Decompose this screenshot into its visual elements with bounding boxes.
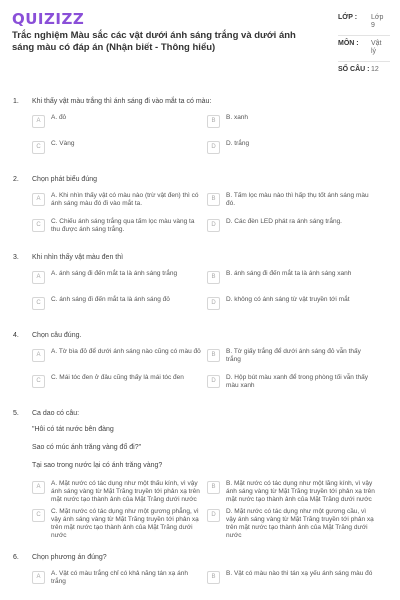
meta-class: LỚP : Lớp 9 (338, 12, 390, 38)
quizizz-logo: QUIZIZZ (12, 10, 85, 28)
option-d[interactable]: D D. Hộp bút màu xanh để trong phòng tối vẫn thấy màu xanh (207, 374, 382, 396)
option-a[interactable]: A A. Vật có màu trắng chỉ có khả năng tán xạ ánh trắng (32, 570, 207, 592)
question-text: Khi thấy vật màu trắng thì ánh sáng đi vào mắt ta có màu: (32, 98, 212, 105)
question-text: Chọn phương án đúng? (32, 554, 107, 561)
question-list (0, 92, 400, 600)
question-quote: Sao có múc ánh trăng vàng đổ đi?" (32, 444, 142, 451)
question-text: Chọn câu đúng. (32, 332, 82, 339)
question (0, 248, 400, 318)
option-c[interactable]: C C. ánh sáng đi đến mắt ta là ánh sáng đỏ (32, 296, 207, 318)
option-c[interactable]: C C. Mái tóc đen ở đâu cũng thấy là mái tóc đen (32, 374, 207, 396)
question (0, 548, 400, 592)
meta-subject: MÔN : Vật lý (338, 38, 390, 64)
question-text: Khi nhìn thấy vật màu đen thì (32, 254, 124, 261)
question-number: 6. (13, 554, 19, 561)
option-a[interactable]: A A. Tờ bìa đỏ để dưới ánh sáng nào cũng có màu đỏ (32, 348, 207, 370)
option-a[interactable]: A A. Mặt nước có tác dụng như một thấu kính, vì vậy ánh sáng vàng từ Mặt Trăng truyền tới phản xạ trên mặt nước tạo thành ảnh của Mặt Trăng dưới nước (32, 480, 207, 504)
question-text: Ca dao có câu: (32, 410, 80, 417)
option-c[interactable]: C C. Vàng (32, 140, 207, 162)
question-number: 5. (13, 410, 19, 417)
option-b[interactable]: B B. ánh sáng đi đến mắt ta là ánh sáng xanh (207, 270, 382, 292)
option-b[interactable]: B B. Tấm lọc màu nào thì hấp thụ tốt ánh sáng màu đó. (207, 192, 382, 214)
option-b[interactable]: B B. Vật có màu nào thì tán xạ yếu ánh sáng màu đó (207, 570, 382, 592)
option-a[interactable]: A A. ánh sáng đi đến mắt ta là ánh sáng trắng (32, 270, 207, 292)
option-a[interactable]: A A. đỏ (32, 114, 207, 136)
option-d[interactable]: D D. Mặt nước có tác dụng như một gương cầu, vì vậy ánh sáng vàng từ Mặt Trăng truyền tới phản xạ trên mặt nước tạo thành ảnh của Mặt Trăng dưới nước (207, 508, 382, 540)
meta-question-count: SỐ CÂU : 12 (338, 66, 379, 73)
option-c[interactable]: C C. Mặt nước có tác dụng như một gương phẳng, vì vậy ánh sáng vàng từ Mặt Trăng truyền tới phản xạ trên mặt nước tạo thành ảnh của Mặt Trăng dưới nước (32, 508, 207, 540)
question (0, 326, 400, 396)
question-number: 4. (13, 332, 19, 339)
option-b[interactable]: B B. xanh (207, 114, 382, 136)
question-number: 1. (13, 98, 19, 105)
option-a[interactable]: A A. Khi nhìn thấy vật có màu nào (trừ vật đen) thì có ánh sáng màu đó đi vào mắt ta. (32, 192, 207, 214)
option-d[interactable]: D D. không có ánh sáng từ vật truyền tới mắt (207, 296, 382, 318)
question (0, 404, 400, 540)
option-c[interactable]: C C. Chiếu ánh sáng trắng qua tấm lọc màu vàng ta thu được ánh sáng trắng. (32, 218, 207, 240)
option-d[interactable]: D D. Các đèn LED phát ra ánh sáng trắng. (207, 218, 382, 240)
question (0, 170, 400, 240)
meta-panel (338, 12, 390, 90)
option-b[interactable]: B B. Mặt nước có tác dụng như một lăng kính, vì vậy ánh sáng vàng từ Mặt Trăng truyền tới phản xạ trên mặt nước tạo thành ảnh của Mặt Trăng dưới nước (207, 480, 382, 504)
option-b[interactable]: B B. Tờ giấy trắng để dưới ánh sáng đỏ vẫn thấy trắng (207, 348, 382, 370)
page-title: Trắc nghiệm Màu sắc các vật dưới ánh sáng trắng và dưới ánh sáng màu có đáp án (Nhận biết - Thông hiểu) (12, 30, 296, 53)
question (0, 92, 400, 162)
question-quote: "Hôi có tát nước bên đàng (32, 426, 114, 433)
question-subtext: Tại sao trong nước lại có ánh trăng vàng? (32, 462, 163, 469)
page-header (0, 0, 400, 84)
question-text: Chọn phát biểu đúng (32, 176, 97, 183)
question-number: 3. (13, 254, 19, 261)
question-number: 2. (13, 176, 19, 183)
option-d[interactable]: D D. trắng (207, 140, 382, 162)
